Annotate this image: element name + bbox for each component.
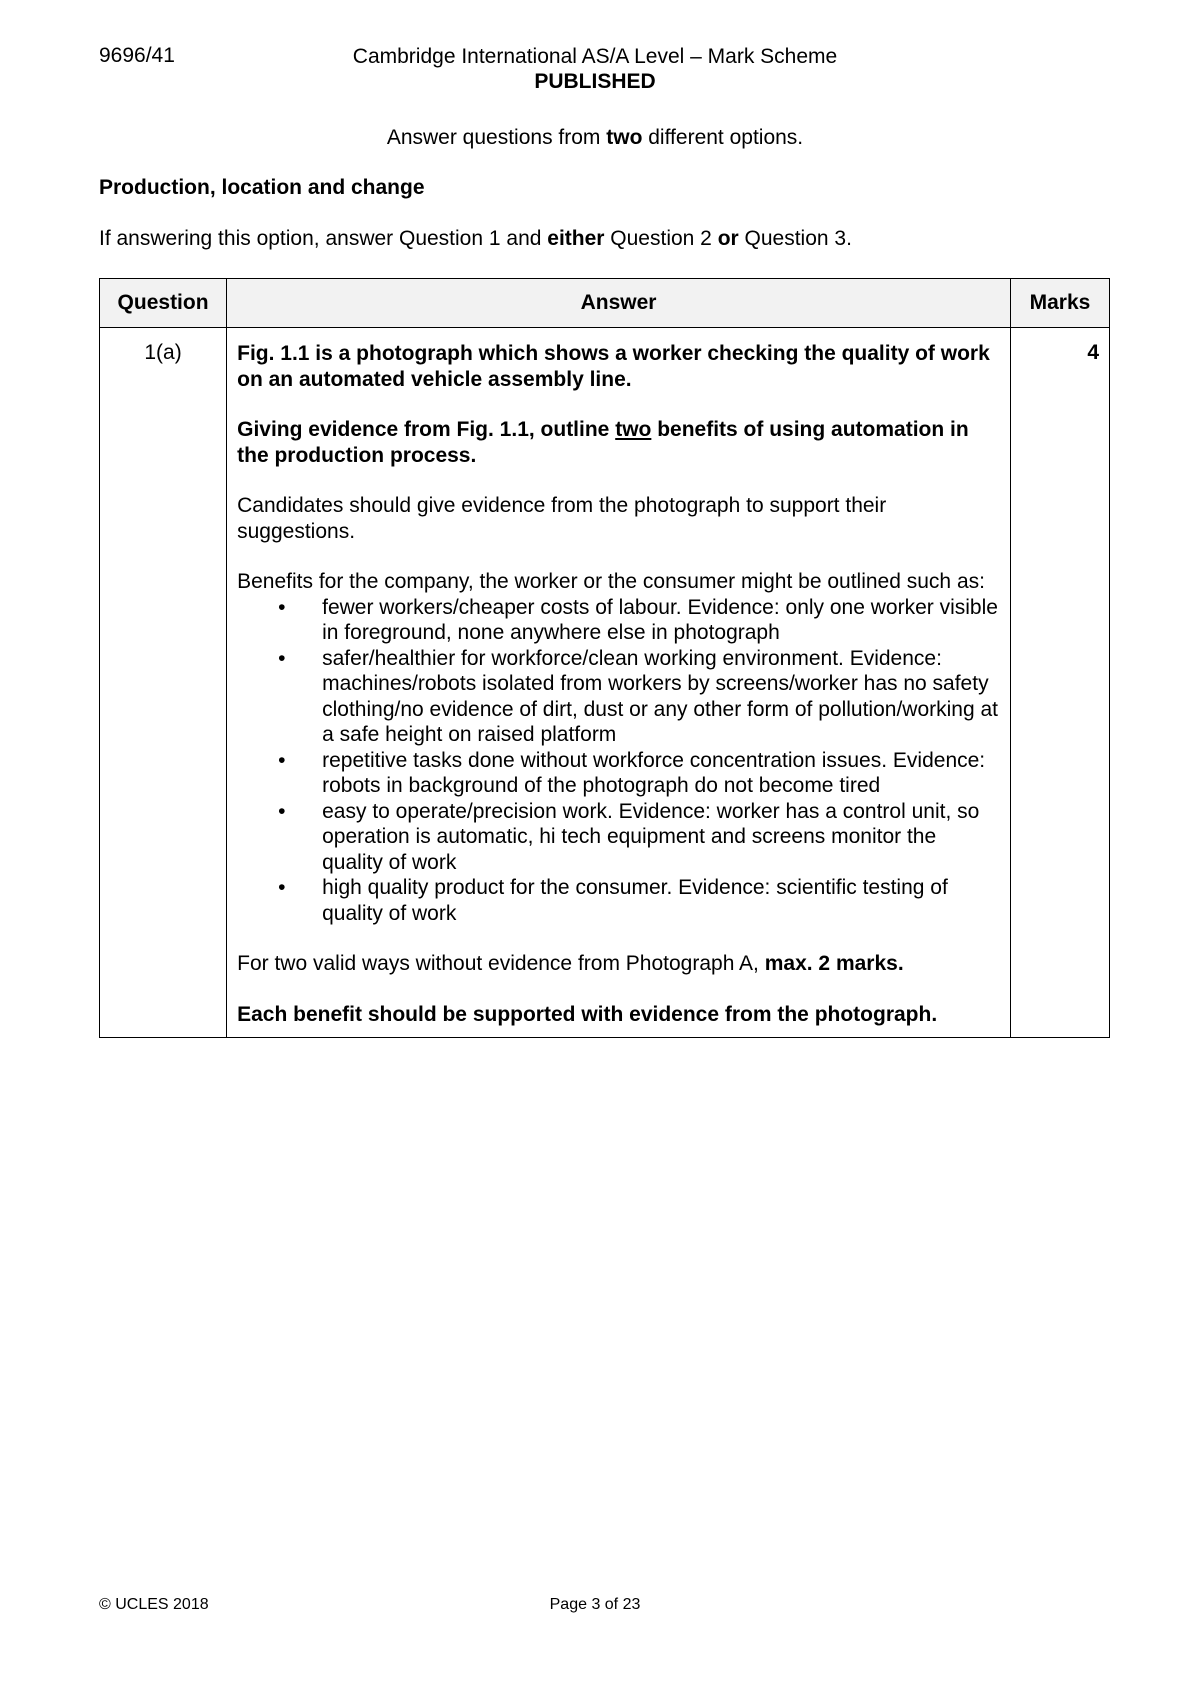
max-marks-note (237, 951, 1000, 977)
list-item (237, 646, 1000, 748)
intro-bold: two (606, 126, 643, 149)
header-status: PUBLISHED (534, 70, 656, 93)
question-text-2-underlined: two (615, 418, 652, 441)
question-text-2-post: benefits of using automation in the production process. (237, 418, 969, 467)
instruction-text-1: If answering this option, answer Question 1 and (99, 227, 548, 250)
question-number: 1(a) (100, 328, 227, 1038)
list-item-text: high quality product for the consumer. Evidence: scientific testing of quality of work (322, 876, 948, 925)
document-header (0, 44, 1190, 94)
footer-copyright: © UCLES 2018 (99, 1596, 209, 1613)
benefit-list (237, 595, 1000, 927)
bullet-icon: • (278, 748, 286, 772)
list-item (237, 875, 1000, 926)
instruction-either: either (547, 227, 605, 250)
list-item (237, 799, 1000, 876)
mark-scheme-table (99, 278, 1110, 1038)
question-text-2-pre: Giving evidence from Fig. 1.1, outline (237, 418, 616, 441)
answer-cell (227, 328, 1011, 1038)
bullet-icon: • (278, 799, 286, 823)
bullet-icon: • (278, 876, 286, 899)
header-title: Cambridge International AS/A Level – Mark Scheme (352, 45, 838, 68)
list-item (237, 595, 1000, 646)
max-marks-note-text: For two valid ways without evidence from Photograph A, (237, 952, 765, 975)
table-header-row (100, 279, 1110, 328)
final-instruction: Each benefit should be supported with evidence from the photograph. (237, 1002, 938, 1026)
intro-post: different options. (642, 126, 804, 149)
list-item-text: easy to operate/precision work. Evidence: worker has a control unit, so operation is automatic, hi tech equipment and screens monitor the quality of work (322, 799, 980, 874)
guidance-2: Benefits for the company, the worker or the consumer might be outlined such as: (237, 570, 985, 593)
bullet-icon: • (278, 595, 286, 619)
option-instruction (99, 227, 852, 251)
footer-page-number: Page 3 of 23 (549, 1596, 641, 1613)
list-item (237, 748, 1000, 799)
header-answer: Answer (227, 279, 1011, 328)
intro-pre: Answer questions from (386, 126, 607, 149)
guidance-1: Candidates should give evidence from the photograph to support their suggestions. (237, 494, 887, 543)
list-item-text: repetitive tasks done without workforce concentration issues. Evidence: robots in background of the photograph do not become tired (322, 748, 986, 797)
intro-line (0, 126, 1190, 150)
list-item-text: fewer workers/cheaper costs of labour. Evidence: only one worker visible in foreground, none anywhere else in photograph (322, 595, 998, 644)
question-text-2 (237, 417, 1000, 468)
instruction-text-2: Question 2 (604, 227, 718, 250)
document-code: 9696/41 (99, 44, 175, 67)
table-row (100, 328, 1110, 1038)
list-item-text: safer/healthier for workforce/clean working environment. Evidence: machines/robots isolated from workers by screens/worker has no safety clothing/no evidence of dirt, dust or any other form of pollution/working at a safe height on raised platform (322, 646, 999, 746)
instruction-text-3: Question 3. (738, 227, 852, 250)
bullet-icon: • (278, 646, 286, 670)
section-title: Production, location and change (99, 176, 425, 199)
max-marks-note-bold: max. 2 marks. (764, 952, 904, 975)
header-marks: Marks (1010, 279, 1109, 328)
header-question: Question (100, 279, 227, 328)
question-text-1: Fig. 1.1 is a photograph which shows a worker checking the quality of work on an automated vehicle assembly line. (237, 342, 990, 391)
instruction-or: or (717, 227, 739, 250)
marks-value: 4 (1010, 328, 1109, 1038)
